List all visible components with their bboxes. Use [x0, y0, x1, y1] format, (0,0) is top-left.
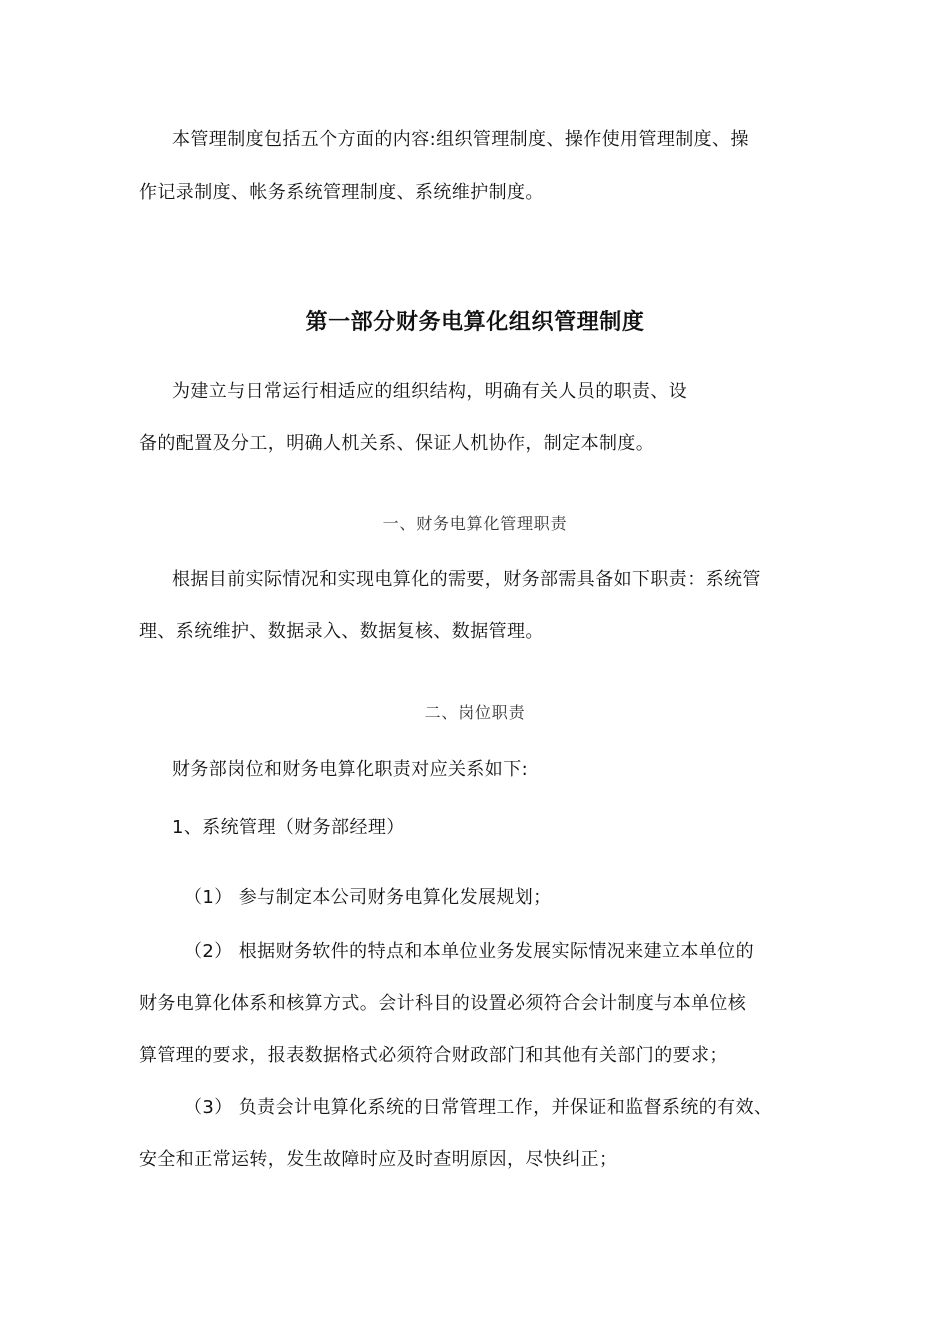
duty-item-2-line-1: （2） 根据财务软件的特点和本单位业务发展实际情况来建立本单位的 [184, 941, 754, 962]
section-heading-2: 二、岗位职责 [424, 703, 526, 722]
duty-item-3-line-1: （3） 负责会计电算化系统的日常管理工作，并保证和监督系统的有效、 [184, 1097, 773, 1118]
intro-line-2: 作记录制度、帐务系统管理制度、系统维护制度。 [139, 182, 544, 203]
part-paragraph-line-1: 为建立与日常运行相适应的组织结构，明确有关人员的职责、设 [172, 381, 688, 402]
part-paragraph-line-2: 备的配置及分工，明确人机关系、保证人机协作，制定本制度。 [139, 433, 655, 454]
intro-line-1: 本管理制度包括五个方面的内容:组织管理制度、操作使用管理制度、操 [172, 129, 749, 150]
duty-item-2-line-3: 算管理的要求，报表数据格式必须符合财政部门和其他有关部门的要求； [139, 1045, 728, 1066]
duty-item-3-line-2: 安全和正常运转，发生故障时应及时查明原因，尽快纠正； [139, 1149, 618, 1170]
section2-intro: 财务部岗位和财务电算化职责对应关系如下: [172, 759, 529, 780]
section1-line-1: 根据目前实际情况和实现电算化的需要，财务部需具备如下职责：系统管 [172, 569, 761, 590]
section1-line-2: 理、系统维护、数据录入、数据复核、数据管理。 [139, 621, 544, 642]
duty-item-2-line-2: 财务电算化体系和核算方式。会计科目的设置必须符合会计制度与本单位核 [139, 993, 747, 1014]
part-title: 第一部分财务电算化组织管理制度 [305, 310, 645, 335]
duty-item-1: （1） 参与制定本公司财务电算化发展规划； [184, 887, 552, 908]
role-system-management: 1、系统管理（财务部经理） [172, 817, 405, 838]
section-heading-1: 一、财务电算化管理职责 [382, 514, 568, 533]
